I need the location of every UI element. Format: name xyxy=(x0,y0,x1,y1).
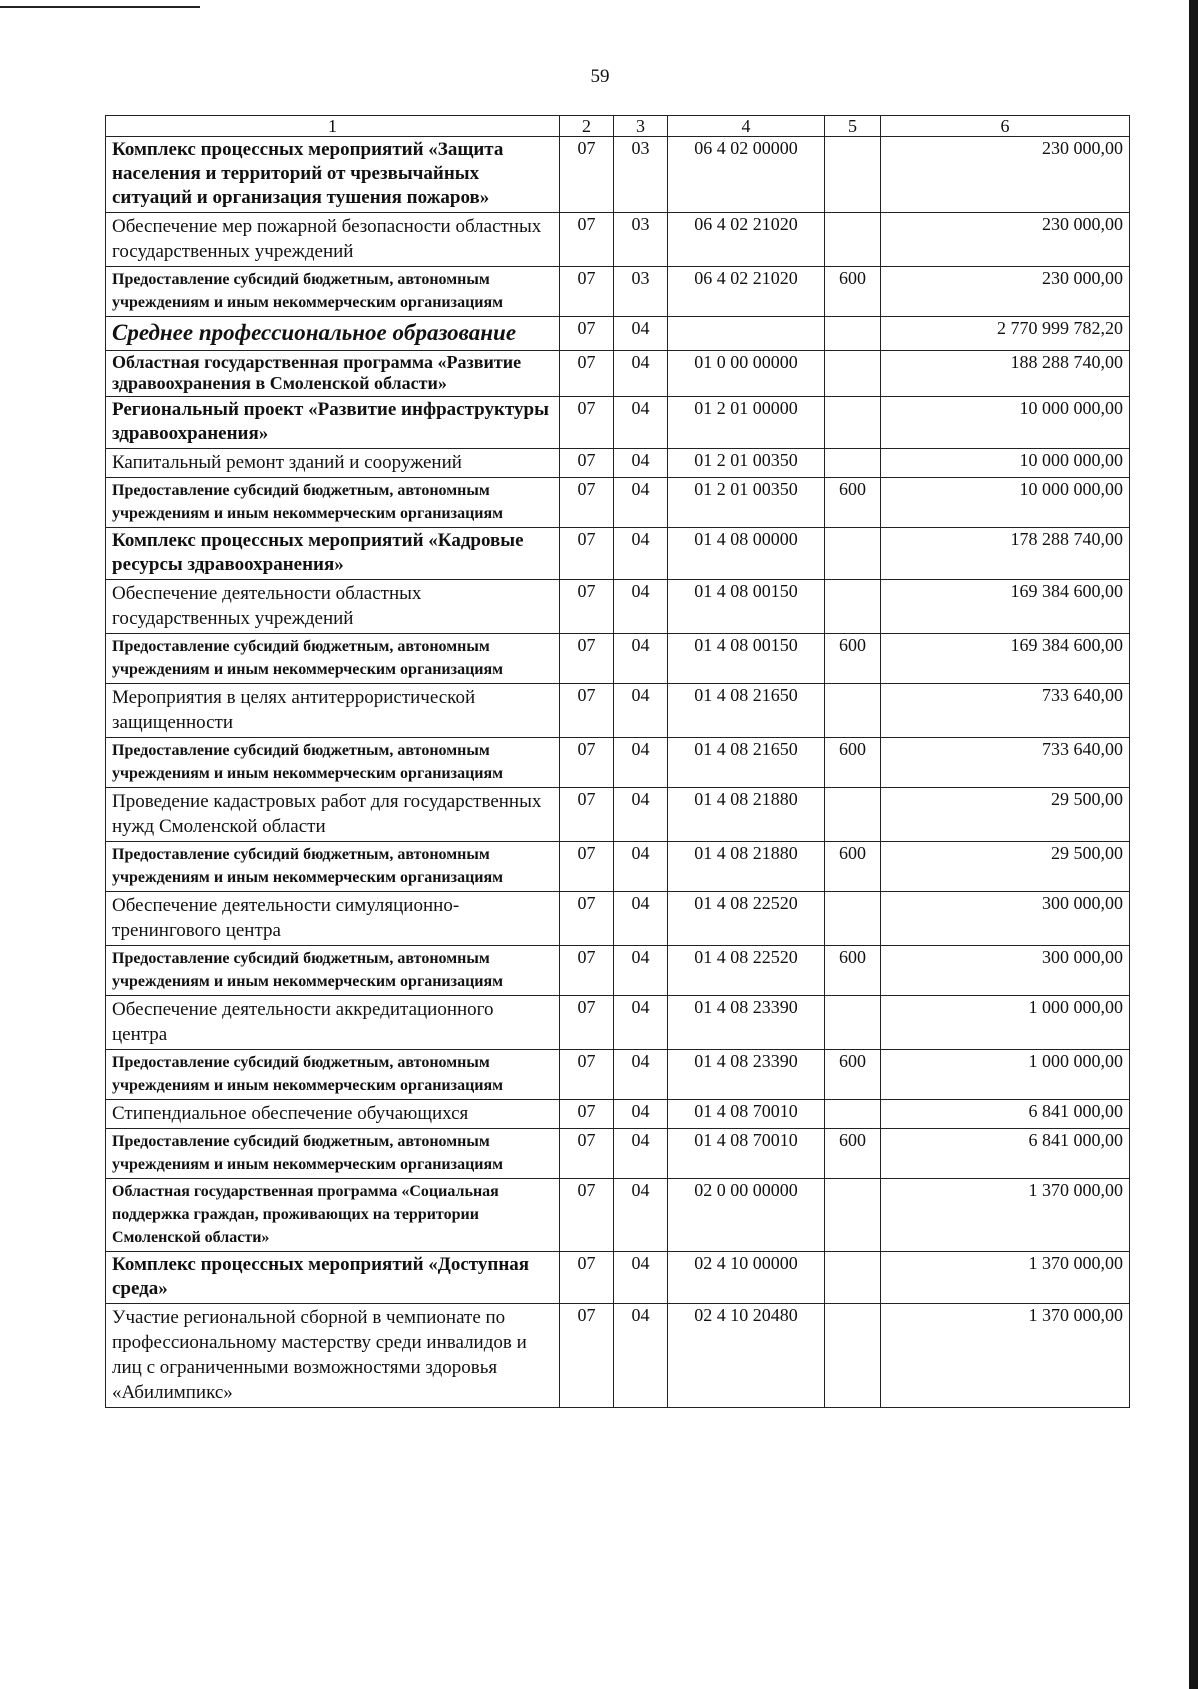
table-row xyxy=(106,397,1130,449)
row-name: Предоставление субсидий бюджетным, автономным учреждениям и иным некоммерческим организациям xyxy=(106,1129,560,1179)
table-row xyxy=(106,351,1130,397)
row-expense-type xyxy=(825,449,881,478)
row-target-article: 01 0 00 00000 xyxy=(668,351,825,397)
row-subsection-code: 04 xyxy=(614,788,668,842)
row-subsection-code: 04 xyxy=(614,478,668,528)
row-target-article: 01 4 08 21880 xyxy=(668,788,825,842)
row-target-article: 02 4 10 00000 xyxy=(668,1252,825,1304)
row-expense-type xyxy=(825,397,881,449)
row-section-code: 07 xyxy=(560,267,614,317)
row-name: Предоставление субсидий бюджетным, автономным учреждениям и иным некоммерческим организациям xyxy=(106,738,560,788)
table-row xyxy=(106,580,1130,634)
row-name: Стипендиальное обеспечение обучающихся xyxy=(106,1100,560,1129)
row-section-code: 07 xyxy=(560,946,614,996)
table-row xyxy=(106,213,1130,267)
row-subsection-code: 04 xyxy=(614,892,668,946)
table-row xyxy=(106,1100,1130,1129)
row-target-article: 06 4 02 00000 xyxy=(668,137,825,213)
row-section-code: 07 xyxy=(560,580,614,634)
row-subsection-code: 03 xyxy=(614,267,668,317)
header-cell-2: 2 xyxy=(560,116,614,137)
row-amount: 230 000,00 xyxy=(881,137,1130,213)
row-target-article: 01 4 08 21880 xyxy=(668,842,825,892)
row-amount: 733 640,00 xyxy=(881,684,1130,738)
row-name: Предоставление субсидий бюджетным, автономным учреждениям и иным некоммерческим организациям xyxy=(106,1050,560,1100)
row-name: Обеспечение деятельности областных государственных учреждений xyxy=(106,580,560,634)
budget-table-body xyxy=(106,116,1130,1408)
row-subsection-code: 04 xyxy=(614,580,668,634)
row-subsection-code: 04 xyxy=(614,738,668,788)
table-row xyxy=(106,996,1130,1050)
row-amount: 1 370 000,00 xyxy=(881,1179,1130,1252)
row-expense-type xyxy=(825,213,881,267)
row-subsection-code: 04 xyxy=(614,397,668,449)
row-target-article: 01 4 08 23390 xyxy=(668,1050,825,1100)
table-row xyxy=(106,528,1130,580)
row-section-code: 07 xyxy=(560,738,614,788)
row-amount: 230 000,00 xyxy=(881,213,1130,267)
row-expense-type: 600 xyxy=(825,1050,881,1100)
row-target-article: 01 4 08 00000 xyxy=(668,528,825,580)
row-name: Комплекс процессных мероприятий «Доступная среда» xyxy=(106,1252,560,1304)
table-row xyxy=(106,137,1130,213)
row-expense-type xyxy=(825,1304,881,1408)
row-section-code: 07 xyxy=(560,1050,614,1100)
row-name: Обеспечение деятельности симуляционно-тренингового центра xyxy=(106,892,560,946)
row-name: Комплекс процессных мероприятий «Защита населения и территорий от чрезвычайных ситуаций и организация тушения пожаров» xyxy=(106,137,560,213)
row-amount: 29 500,00 xyxy=(881,842,1130,892)
row-target-article: 01 4 08 21650 xyxy=(668,684,825,738)
row-name: Обеспечение мер пожарной безопасности областных государственных учреждений xyxy=(106,213,560,267)
table-row xyxy=(106,1252,1130,1304)
row-subsection-code: 04 xyxy=(614,449,668,478)
row-amount: 1 000 000,00 xyxy=(881,996,1130,1050)
row-target-article: 01 2 01 00350 xyxy=(668,478,825,528)
row-section-code: 07 xyxy=(560,478,614,528)
header-cell-4: 4 xyxy=(668,116,825,137)
row-expense-type xyxy=(825,528,881,580)
row-amount: 10 000 000,00 xyxy=(881,397,1130,449)
row-subsection-code: 03 xyxy=(614,213,668,267)
row-section-code: 07 xyxy=(560,397,614,449)
row-expense-type xyxy=(825,351,881,397)
row-expense-type: 600 xyxy=(825,267,881,317)
table-row xyxy=(106,634,1130,684)
row-name: Предоставление субсидий бюджетным, автономным учреждениям и иным некоммерческим организациям xyxy=(106,842,560,892)
table-row xyxy=(106,267,1130,317)
row-section-code: 07 xyxy=(560,449,614,478)
row-name: Предоставление субсидий бюджетным, автономным учреждениям и иным некоммерческим организациям xyxy=(106,634,560,684)
row-section-code: 07 xyxy=(560,1100,614,1129)
row-target-article: 01 2 01 00000 xyxy=(668,397,825,449)
row-name: Обеспечение деятельности аккредитационного центра xyxy=(106,996,560,1050)
table-row xyxy=(106,738,1130,788)
row-amount: 300 000,00 xyxy=(881,946,1130,996)
row-name: Мероприятия в целях антитеррористической защищенности xyxy=(106,684,560,738)
row-amount: 178 288 740,00 xyxy=(881,528,1130,580)
row-subsection-code: 04 xyxy=(614,946,668,996)
row-subsection-code: 04 xyxy=(614,1252,668,1304)
row-name: Проведение кадастровых работ для государственных нужд Смоленской области xyxy=(106,788,560,842)
row-expense-type: 600 xyxy=(825,634,881,684)
row-target-article: 06 4 02 21020 xyxy=(668,213,825,267)
row-section-code: 07 xyxy=(560,892,614,946)
row-target-article: 01 4 08 70010 xyxy=(668,1100,825,1129)
row-amount: 10 000 000,00 xyxy=(881,449,1130,478)
row-name: Предоставление субсидий бюджетным, автономным учреждениям и иным некоммерческим организациям xyxy=(106,478,560,528)
row-expense-type xyxy=(825,996,881,1050)
row-target-article: 01 4 08 21650 xyxy=(668,738,825,788)
row-subsection-code: 04 xyxy=(614,351,668,397)
row-amount: 169 384 600,00 xyxy=(881,634,1130,684)
header-cell-6: 6 xyxy=(881,116,1130,137)
table-row xyxy=(106,1129,1130,1179)
table-row xyxy=(106,317,1130,351)
table-row xyxy=(106,892,1130,946)
row-subsection-code: 04 xyxy=(614,528,668,580)
row-section-code: 07 xyxy=(560,996,614,1050)
row-subsection-code: 04 xyxy=(614,1129,668,1179)
row-expense-type xyxy=(825,1252,881,1304)
row-expense-type xyxy=(825,1179,881,1252)
row-section-code: 07 xyxy=(560,137,614,213)
table-row xyxy=(106,788,1130,842)
row-subsection-code: 04 xyxy=(614,684,668,738)
row-expense-type xyxy=(825,788,881,842)
row-section-code: 07 xyxy=(560,1304,614,1408)
header-cell-3: 3 xyxy=(614,116,668,137)
row-target-article: 06 4 02 21020 xyxy=(668,267,825,317)
row-expense-type xyxy=(825,892,881,946)
row-amount: 29 500,00 xyxy=(881,788,1130,842)
row-target-article: 02 4 10 20480 xyxy=(668,1304,825,1408)
row-section-code: 07 xyxy=(560,1179,614,1252)
row-expense-type: 600 xyxy=(825,842,881,892)
row-target-article: 01 4 08 00150 xyxy=(668,580,825,634)
row-target-article: 01 4 08 22520 xyxy=(668,946,825,996)
row-target-article: 01 4 08 00150 xyxy=(668,634,825,684)
row-amount: 6 841 000,00 xyxy=(881,1129,1130,1179)
page-number: 59 xyxy=(590,66,610,87)
row-section-code: 07 xyxy=(560,1252,614,1304)
table-row xyxy=(106,684,1130,738)
row-amount: 169 384 600,00 xyxy=(881,580,1130,634)
row-name: Капитальный ремонт зданий и сооружений xyxy=(106,449,560,478)
budget-table xyxy=(105,115,1130,1408)
row-name: Региональный проект «Развитие инфраструктуры здравоохранения» xyxy=(106,397,560,449)
header-row xyxy=(106,116,1130,137)
row-target-article: 01 2 01 00350 xyxy=(668,449,825,478)
row-target-article xyxy=(668,317,825,351)
row-expense-type: 600 xyxy=(825,946,881,996)
table-row xyxy=(106,946,1130,996)
table-row xyxy=(106,1304,1130,1408)
row-section-code: 07 xyxy=(560,351,614,397)
row-amount: 733 640,00 xyxy=(881,738,1130,788)
row-expense-type xyxy=(825,317,881,351)
row-target-article: 01 4 08 23390 xyxy=(668,996,825,1050)
row-section-code: 07 xyxy=(560,842,614,892)
row-subsection-code: 04 xyxy=(614,1100,668,1129)
row-section-code: 07 xyxy=(560,213,614,267)
row-name: Участие региональной сборной в чемпионате по профессиональному мастерству среди инвалидов и лиц с ограниченными возможностями здоровья «Абилимпикс» xyxy=(106,1304,560,1408)
row-name: Предоставление субсидий бюджетным, автономным учреждениям и иным некоммерческим организациям xyxy=(106,267,560,317)
row-amount: 1 370 000,00 xyxy=(881,1252,1130,1304)
row-section-code: 07 xyxy=(560,1129,614,1179)
table-row xyxy=(106,1050,1130,1100)
row-target-article: 01 4 08 70010 xyxy=(668,1129,825,1179)
row-amount: 230 000,00 xyxy=(881,267,1130,317)
table-row xyxy=(106,449,1130,478)
header-cell-5: 5 xyxy=(825,116,881,137)
row-section-code: 07 xyxy=(560,788,614,842)
row-expense-type xyxy=(825,580,881,634)
row-subsection-code: 04 xyxy=(614,1179,668,1252)
row-name: Предоставление субсидий бюджетным, автономным учреждениям и иным некоммерческим организациям xyxy=(106,946,560,996)
row-subsection-code: 04 xyxy=(614,996,668,1050)
row-name: Среднее профессиональное образование xyxy=(106,317,560,351)
scan-edge-bar xyxy=(1189,0,1198,1689)
row-subsection-code: 04 xyxy=(614,317,668,351)
row-amount: 1 370 000,00 xyxy=(881,1304,1130,1408)
row-amount: 188 288 740,00 xyxy=(881,351,1130,397)
row-name: Комплекс процессных мероприятий «Кадровые ресурсы здравоохранения» xyxy=(106,528,560,580)
row-expense-type: 600 xyxy=(825,478,881,528)
row-amount: 6 841 000,00 xyxy=(881,1100,1130,1129)
row-subsection-code: 04 xyxy=(614,1304,668,1408)
row-expense-type xyxy=(825,684,881,738)
row-section-code: 07 xyxy=(560,684,614,738)
row-target-article: 02 0 00 00000 xyxy=(668,1179,825,1252)
row-expense-type: 600 xyxy=(825,1129,881,1179)
header-cell-1: 1 xyxy=(106,116,560,137)
table-row xyxy=(106,478,1130,528)
row-target-article: 01 4 08 22520 xyxy=(668,892,825,946)
row-subsection-code: 04 xyxy=(614,842,668,892)
row-subsection-code: 04 xyxy=(614,1050,668,1100)
row-subsection-code: 03 xyxy=(614,137,668,213)
row-amount: 1 000 000,00 xyxy=(881,1050,1130,1100)
row-expense-type: 600 xyxy=(825,738,881,788)
table-row xyxy=(106,842,1130,892)
row-expense-type xyxy=(825,137,881,213)
top-rule xyxy=(0,6,200,8)
row-expense-type xyxy=(825,1100,881,1129)
row-section-code: 07 xyxy=(560,317,614,351)
row-name: Областная государственная программа «Социальная поддержка граждан, проживающих на территории Смоленской области» xyxy=(106,1179,560,1252)
row-section-code: 07 xyxy=(560,634,614,684)
row-name: Областная государственная программа «Развитие здравоохранения в Смоленской области» xyxy=(106,351,560,397)
row-amount: 2 770 999 782,20 xyxy=(881,317,1130,351)
row-subsection-code: 04 xyxy=(614,634,668,684)
row-section-code: 07 xyxy=(560,528,614,580)
table-row xyxy=(106,1179,1130,1252)
row-amount: 300 000,00 xyxy=(881,892,1130,946)
row-amount: 10 000 000,00 xyxy=(881,478,1130,528)
